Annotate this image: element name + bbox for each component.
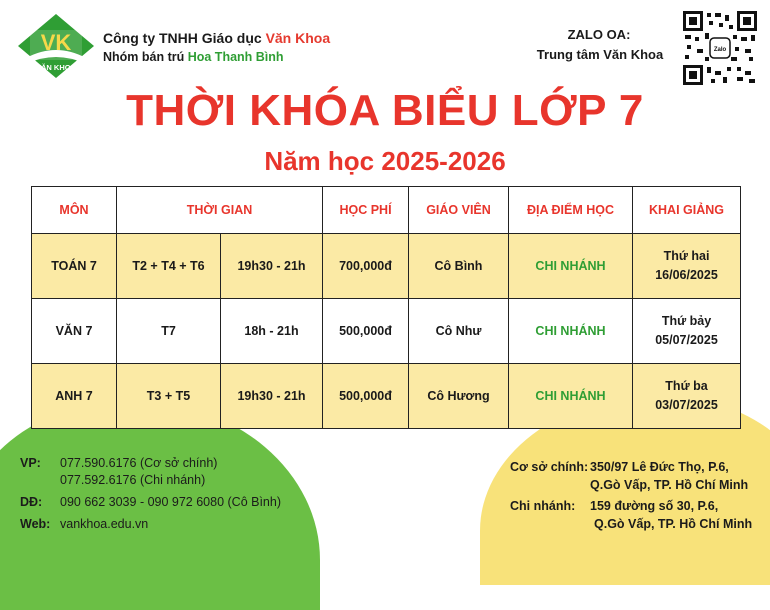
contact-block — [20, 456, 310, 536]
cell-ngay: T3 + T5 — [117, 364, 221, 429]
group-brand: Hoa Thanh Bình — [187, 50, 284, 64]
cell-gio: 18h - 21h — [221, 299, 323, 364]
vp-label: VP: — [20, 456, 41, 470]
page-subtitle: Năm học 2025-2026 — [264, 146, 506, 176]
schedule-table — [31, 186, 741, 429]
header-hoc-phi: HỌC PHÍ — [323, 187, 409, 234]
dd-label: DĐ: — [20, 495, 43, 509]
page-title: THỜI KHÓA BIỂU LỚP 7 — [126, 86, 644, 135]
cell-mon: ANH 7 — [32, 364, 117, 429]
khai-giang-ngay: 16/06/2025 — [655, 268, 718, 282]
header-giao-vien: GIÁO VIÊN — [409, 187, 509, 234]
group-prefix: Nhóm bán trú — [103, 50, 188, 64]
cell-dia-diem: CHI NHÁNH — [509, 299, 633, 364]
cell-mon: TOÁN 7 — [32, 234, 117, 299]
website-link[interactable]: vankhoa.edu.vn — [60, 517, 149, 531]
header-mon: MÔN — [32, 187, 117, 234]
khai-giang-thu: Thứ bảy — [661, 314, 712, 328]
company-brand: Văn Khoa — [265, 30, 331, 46]
cell-mon: VĂN 7 — [32, 299, 117, 364]
cell-giao-vien: Cô Bình — [409, 234, 509, 299]
header-thoi-gian: THỜI GIAN — [117, 187, 323, 234]
vp-phone-branch[interactable]: 077.592.6176 (Chi nhánh) — [60, 473, 206, 487]
table-row — [32, 299, 741, 364]
branch-address-line1: 159 đường số 30, P.6, — [590, 499, 719, 513]
company-name — [103, 30, 330, 46]
cell-giao-vien: Cô Hương — [409, 364, 509, 429]
khai-giang-ngay: 03/07/2025 — [655, 398, 718, 412]
logo-subtext: VĂN KHOA — [35, 63, 77, 72]
van-khoa-logo — [16, 12, 96, 80]
cell-khai-giang — [633, 234, 741, 299]
table-header-row — [32, 187, 741, 234]
cell-ngay: T2 + T4 + T6 — [117, 234, 221, 299]
cell-gio: 19h30 - 21h — [221, 234, 323, 299]
group-name — [103, 50, 284, 64]
main-address-label: Cơ sở chính: — [510, 460, 589, 474]
cell-gio: 19h30 - 21h — [221, 364, 323, 429]
branch-address-line2: Q.Gò Vấp, TP. Hồ Chí Minh — [594, 517, 753, 531]
cell-dia-diem: CHI NHÁNH — [509, 364, 633, 429]
main-address-line1: 350/97 Lê Đức Thọ, P.6, — [590, 460, 729, 474]
zalo-name: Trung tâm Văn Khoa — [536, 47, 664, 62]
cell-khai-giang — [633, 364, 741, 429]
web-label: Web: — [20, 517, 51, 531]
branch-address-label: Chi nhánh: — [510, 499, 576, 513]
cell-ngay: T7 — [117, 299, 221, 364]
zalo-label: ZALO OA: — [567, 27, 631, 42]
vp-phone-main[interactable]: 077.590.6176 (Cơ sở chính) — [60, 456, 218, 470]
khai-giang-ngay: 05/07/2025 — [655, 333, 718, 347]
table-row — [32, 234, 741, 299]
cell-hoc-phi: 500,000đ — [323, 299, 409, 364]
main-address-line2: Q.Gò Vấp, TP. Hồ Chí Minh — [590, 478, 749, 492]
header-khai-giang: KHAI GIẢNG — [633, 187, 741, 234]
cell-hoc-phi: 700,000đ — [323, 234, 409, 299]
qr-code-icon[interactable] — [683, 11, 757, 85]
khai-giang-thu: Thứ hai — [663, 249, 710, 263]
khai-giang-thu: Thứ ba — [665, 379, 708, 393]
header-dia-diem: ĐỊA ĐIỂM HỌC — [509, 187, 633, 234]
logo-text: VK — [40, 30, 72, 55]
cell-giao-vien: Cô Như — [409, 299, 509, 364]
qr-center-label: Zalo — [713, 47, 727, 53]
company-prefix: Công ty TNHH Giáo dục — [103, 30, 266, 46]
table-row — [32, 364, 741, 429]
cell-khai-giang — [633, 299, 741, 364]
dd-phone[interactable]: 090 662 3039 - 090 972 6080 (Cô Bình) — [60, 495, 282, 509]
cell-hoc-phi: 500,000đ — [323, 364, 409, 429]
cell-dia-diem: CHI NHÁNH — [509, 234, 633, 299]
